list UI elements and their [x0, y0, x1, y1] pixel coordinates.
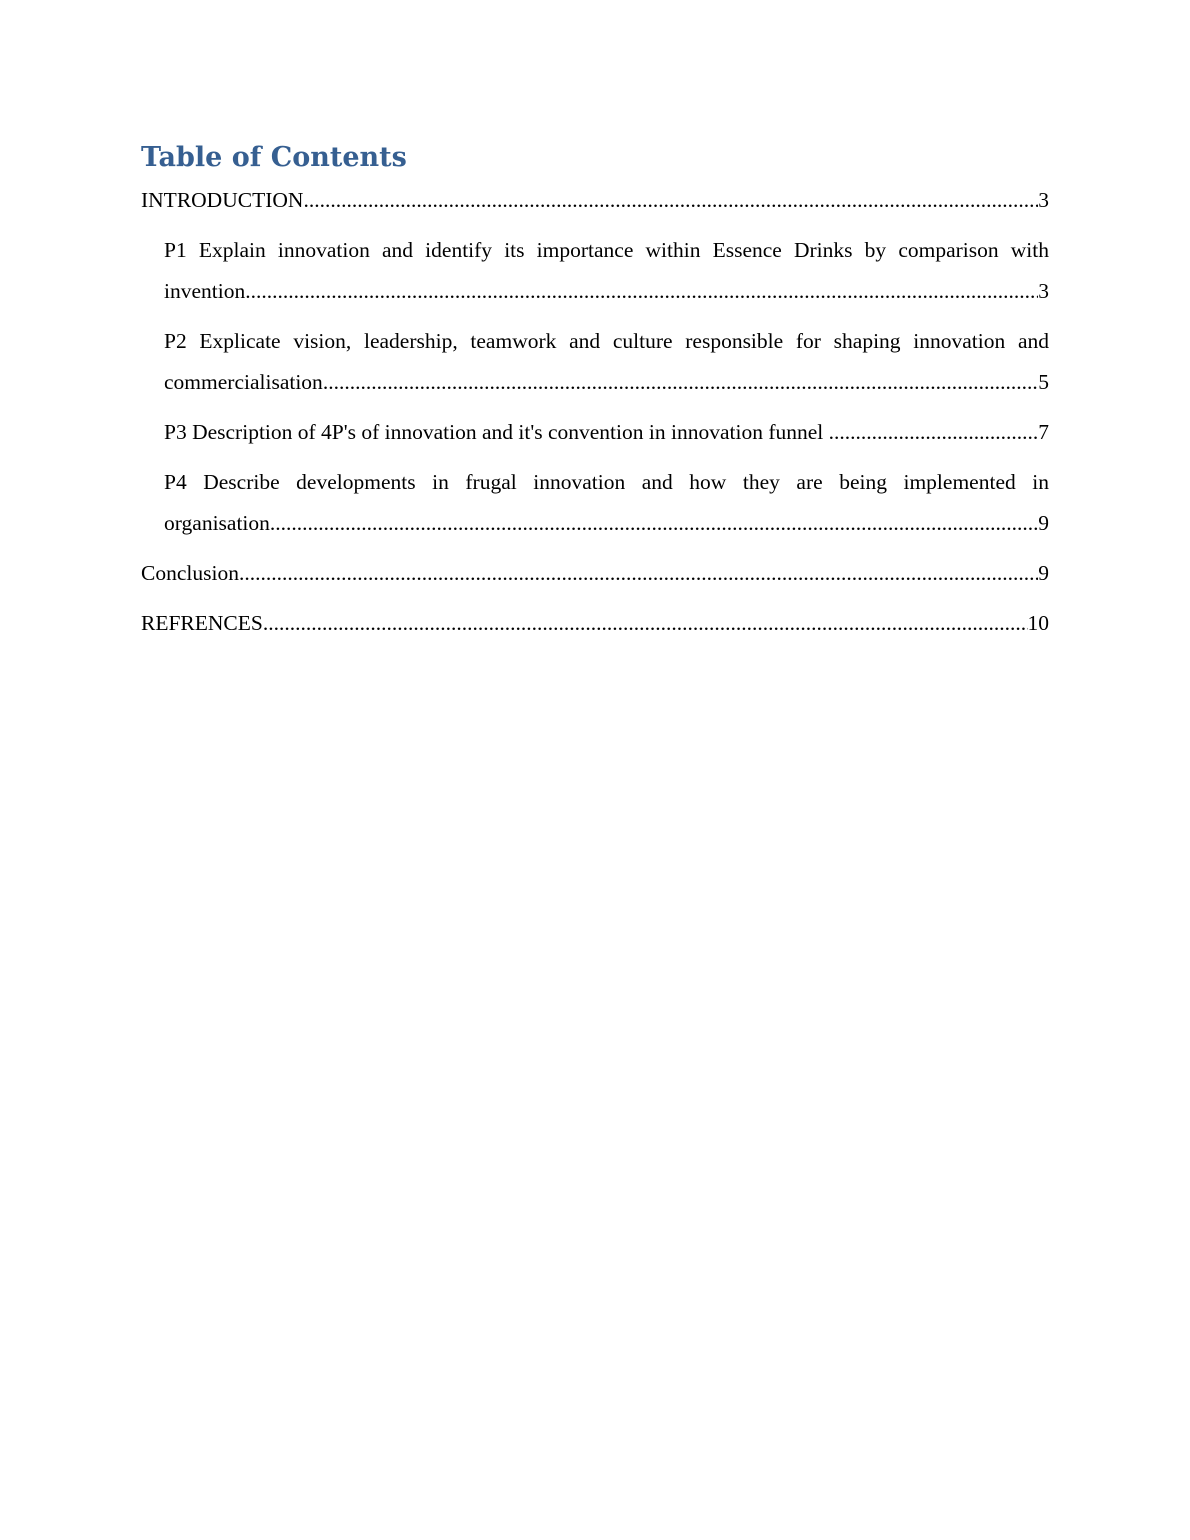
toc-page-number: 9: [1038, 511, 1049, 535]
toc-heading: Table of Contents: [141, 142, 407, 173]
toc-entry-label-line1: P1 Explain innovation and identify its importance within Essence Drinks by comparison with: [164, 238, 1049, 262]
toc-page-number: 9: [1038, 561, 1049, 585]
dot-leader: [829, 412, 1039, 453]
toc-page-number: 10: [1027, 611, 1049, 635]
toc-entry-label-line1: P2 Explicate vision, leadership, teamwork and culture responsible for shaping innovation and: [164, 329, 1049, 353]
dot-leader: [245, 271, 1038, 312]
toc-entry-p2[interactable]: [164, 321, 1049, 403]
toc-page-number: 3: [1038, 188, 1049, 212]
toc-entry-p4[interactable]: [164, 462, 1049, 544]
dot-leader: [263, 603, 1028, 644]
toc-entry-p1[interactable]: [164, 230, 1049, 312]
toc-page-number: 3: [1038, 279, 1049, 303]
toc-entry-label-line2: commercialisation: [164, 370, 323, 394]
toc-entry-label: P3 Description of 4P's of innovation and it's convention in innovation funnel: [164, 420, 829, 444]
dot-leader: [323, 362, 1038, 403]
toc-entry-references[interactable]: [141, 603, 1049, 644]
toc-page-number: 7: [1038, 420, 1049, 444]
toc-entry-label: INTRODUCTION: [141, 188, 304, 212]
toc-entry-introduction[interactable]: [141, 180, 1049, 221]
toc-page-number: 5: [1038, 370, 1049, 394]
toc-entry-conclusion[interactable]: [141, 553, 1049, 594]
toc-entry-label: Conclusion: [141, 561, 239, 585]
toc-entry-label-line1: P4 Describe developments in frugal innovation and how they are being implemented in: [164, 470, 1049, 494]
toc-entry-label-line2: organisation: [164, 511, 270, 535]
dot-leader: [270, 503, 1038, 544]
toc-entry-label: REFRENCES: [141, 611, 263, 635]
dot-leader: [239, 553, 1038, 594]
toc-entry-p3[interactable]: [164, 412, 1049, 453]
toc-entry-label-line2: invention: [164, 279, 246, 303]
table-of-contents: [141, 138, 1049, 644]
dot-leader: [303, 180, 1038, 221]
